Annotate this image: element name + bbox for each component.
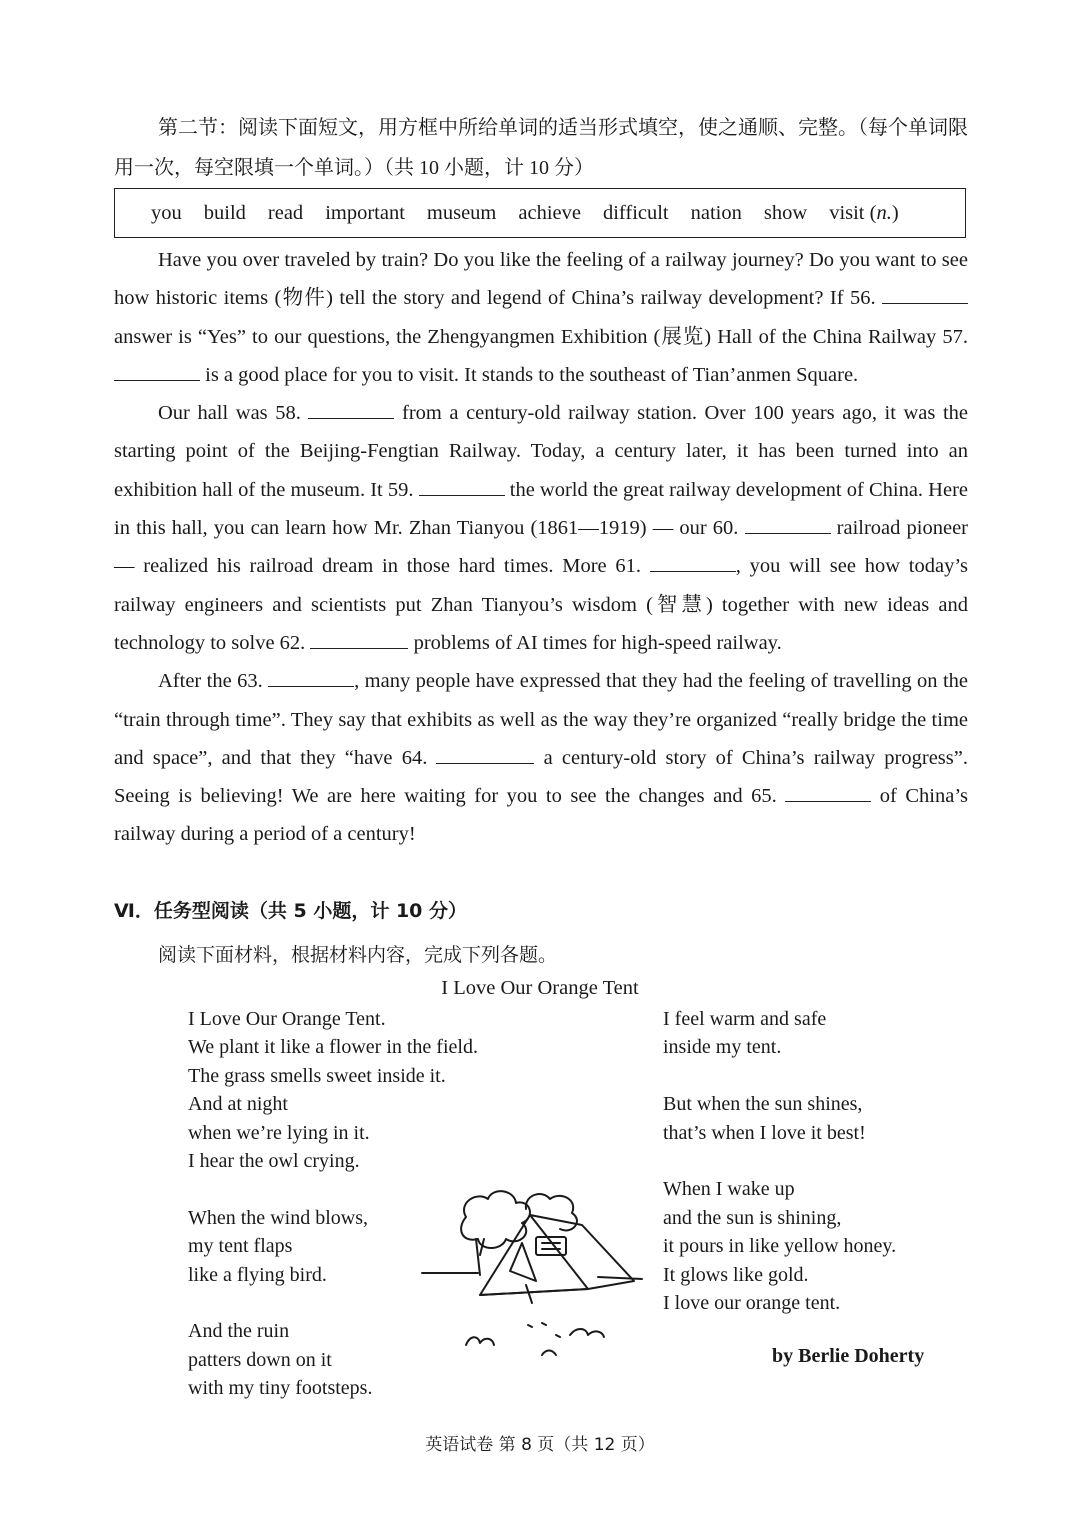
passage-text: , many people have expressed that they had the feeling of travelling on the “train through time”. They say that exhibits as well as the way they’re organized “really bridge the time and space”, and that they “have 64. xyxy=(114,670,968,769)
poem-title: I Love Our Orange Tent xyxy=(441,977,639,999)
blank-58[interactable] xyxy=(308,400,394,419)
poem-line: When the wind blows, xyxy=(188,1206,368,1229)
poem-line: When I wake up xyxy=(663,1178,795,1201)
poem-line: inside my tent. xyxy=(663,1036,782,1059)
blank-57[interactable] xyxy=(114,362,200,381)
tent-illustration xyxy=(418,1185,658,1365)
blank-65[interactable] xyxy=(785,783,871,802)
passage-text: the world the great railway development of China. Here in this hall, you can learn how Mr. Zhan Tianyou (1861—1919) — our 60. xyxy=(114,478,968,540)
blank-62[interactable] xyxy=(310,630,408,649)
section2-instruction: 第二节：阅读下面短文，用方框中所给单词的适当形式填空，使之通顺、完整。（每个单词限用一次，每空限填一个单词。）（共 10 小题，计 10 分） xyxy=(114,117,968,179)
poem-line: patters down on it xyxy=(188,1348,332,1371)
poem-line: when we’re lying in it. xyxy=(188,1121,370,1144)
passage-text: Our hall was 58. xyxy=(158,402,309,425)
passage-text: After the 63. xyxy=(158,670,269,693)
word-bank-box xyxy=(114,188,966,238)
passage-text: railroad pioneer — realized his railroad dream in those hard times. More 61. xyxy=(114,517,968,578)
word-bank-item-visit xyxy=(829,202,898,225)
blank-61[interactable] xyxy=(650,553,736,572)
passage-text: is a good place for you to visit. It stands to the southeast of Tian’anmen Square. xyxy=(200,363,859,386)
passage-text: of China’s railway during a period of a century! xyxy=(114,785,969,846)
poem-line: it pours in like yellow honey. xyxy=(663,1235,897,1258)
passage-paragraph-2 xyxy=(114,394,968,662)
passage-paragraph-3 xyxy=(114,662,968,853)
blank-56[interactable] xyxy=(882,285,968,304)
poem-line: We plant it like a flower in the field. xyxy=(188,1036,478,1059)
blank-64[interactable] xyxy=(436,745,534,764)
poem-line: that’s when I love it best! xyxy=(663,1121,866,1144)
poem-line: It glows like gold. xyxy=(663,1263,809,1286)
section6-instruction: 阅读下面材料，根据材料内容，完成下列各题。 xyxy=(158,944,558,966)
poem-line: But when the sun shines, xyxy=(663,1093,863,1116)
poem-line: with my tiny footsteps. xyxy=(188,1377,373,1400)
poem-line: I love our orange tent. xyxy=(663,1292,841,1315)
passage-text: problems of AI times for high-speed railway. xyxy=(408,631,782,654)
passage-text: , you will see how today’s railway engineers and scientists put Zhan Tianyou’s wisdom (智慧) together with new ideas and technology to solve 62. xyxy=(114,555,968,654)
passage-text: a century-old story of China’s railway progress”. Seeing is believing! We are here waiting for you to see the changes and 65. xyxy=(114,746,968,808)
poem-line: my tent flaps xyxy=(188,1235,293,1258)
poem-line: I Love Our Orange Tent. xyxy=(188,1008,386,1030)
word-bank-visit-close: ) xyxy=(891,201,899,224)
passage-text: Have you over traveled by train? Do you like the feeling of a railway journey? Do you want to see how historic items (物件) tell the story and legend of China’s railway development? If 56. xyxy=(114,249,968,310)
poem-line: and the sun is shining, xyxy=(663,1206,842,1229)
page-footer: 英语试卷 第 8 页（共 12 页） xyxy=(425,1435,655,1455)
word-bank-visit-text: visit ( xyxy=(829,201,877,224)
poem-line: like a flying bird. xyxy=(188,1263,327,1286)
section6-heading: Ⅵ．任务型阅读（共 5 小题，计 10 分） xyxy=(114,900,468,922)
word-bank-item: read xyxy=(267,201,304,224)
passage-text: from a century-old railway station. Over 100 years ago, it was the starting point of the Beijing-Fengtian Railway. Today, a century later, it has been turned into an exhibition hall of the museum. It 59. xyxy=(114,402,968,501)
blank-60[interactable] xyxy=(745,515,831,534)
word-bank-item: difficult xyxy=(602,201,669,224)
word-bank-item: museum xyxy=(426,201,497,224)
word-bank-item: important xyxy=(325,201,405,224)
passage-paragraph-1 xyxy=(114,241,968,394)
word-bank-item: build xyxy=(203,201,246,224)
blank-59[interactable] xyxy=(419,477,505,496)
poem-line: I feel warm and safe xyxy=(663,1008,827,1030)
poem-right-column xyxy=(663,1005,896,1317)
passage xyxy=(114,241,968,854)
stanza-gap xyxy=(663,1062,896,1090)
word-bank-item: show xyxy=(763,201,808,224)
passage-text: answer is “Yes” to our questions, the Zhengyangmen Exhibition (展览) Hall of the China Railway 57. xyxy=(114,325,968,348)
word-bank-item: you xyxy=(151,201,182,224)
blank-63[interactable] xyxy=(268,668,354,687)
stanza-gap xyxy=(663,1147,896,1175)
poem-line: The grass smells sweet inside it. xyxy=(188,1064,446,1087)
word-bank-visit-pos: n. xyxy=(876,201,892,224)
poem-line: And the ruin xyxy=(188,1320,290,1343)
word-bank-item: nation xyxy=(690,201,742,224)
poem-line: I hear the owl crying. xyxy=(188,1150,360,1173)
poem-author: by Berlie Doherty xyxy=(772,1345,925,1367)
poem-line: And at night xyxy=(188,1093,288,1116)
word-bank-item: achieve xyxy=(518,201,581,224)
